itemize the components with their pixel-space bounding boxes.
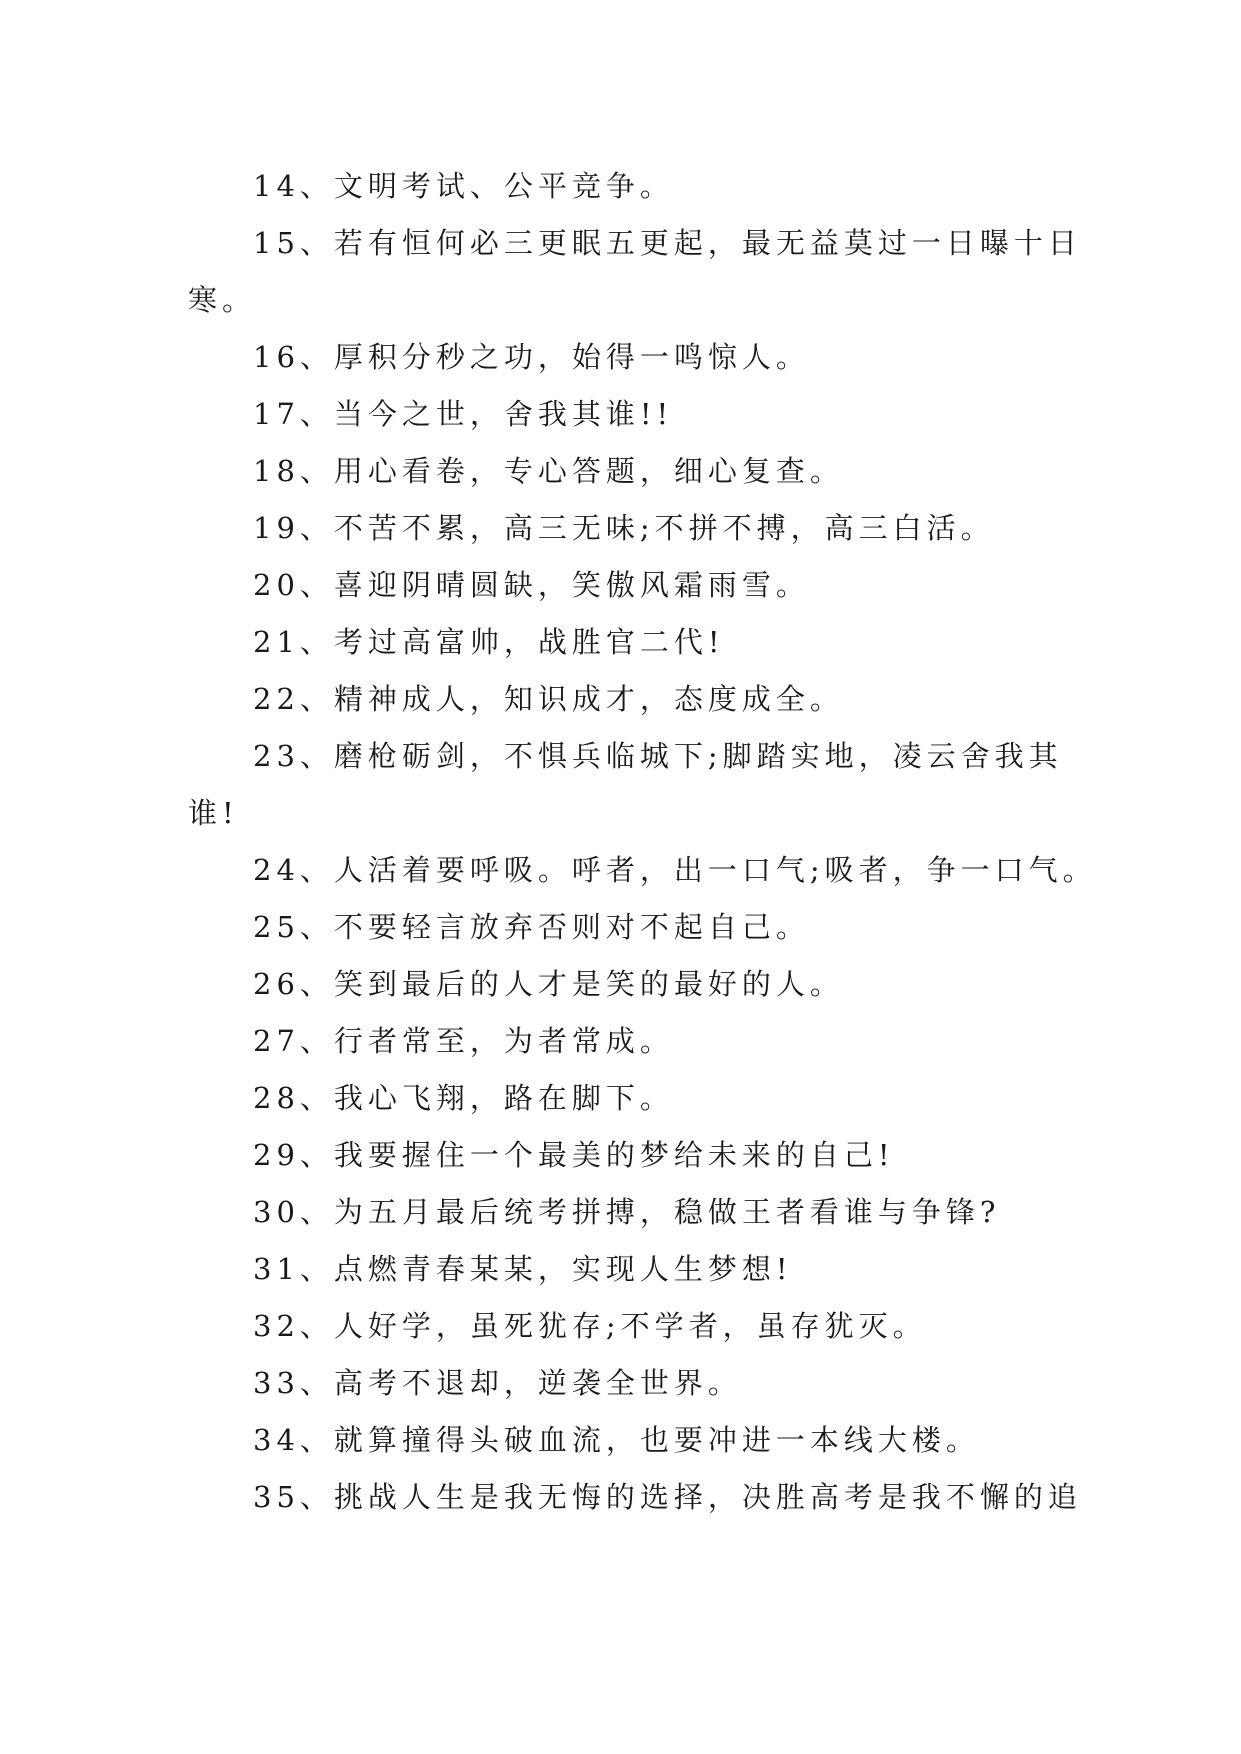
text-line: 33、高考不退却，逆袭全世界。: [253, 1366, 742, 1400]
body-text: [188, 158, 1097, 1526]
text-line: 32、人好学，虽死犹存;不学者，虽存犹灭。: [253, 1309, 927, 1343]
text-line: 21、考过高富帅，战胜官二代!: [253, 625, 725, 659]
text-line: 27、行者常至，为者常成。: [253, 1024, 674, 1058]
text-line: 17、当今之世，舍我其谁!!: [253, 397, 674, 431]
text-line: 34、就算撞得头破血流，也要冲进一本线大楼。: [253, 1423, 980, 1457]
text-line: 26、笑到最后的人才是笑的最好的人。: [253, 967, 844, 1001]
text-line: 23、磨枪砺剑，不惧兵临城下;脚踏实地，凌云舍我其: [253, 739, 1063, 773]
text-line: 20、喜迎阴晴圆缺，笑傲风霜雨雪。: [253, 568, 810, 602]
text-line: 31、点燃青春某某，实现人生梦想!: [253, 1252, 793, 1286]
text-line: 寒。: [188, 283, 257, 317]
text-line: 28、我心飞翔，路在脚下。: [253, 1081, 674, 1115]
text-line: 35、挑战人生是我无悔的选择，决胜高考是我不懈的追: [253, 1480, 1082, 1514]
text-line: 15、若有恒何必三更眠五更起，最无益莫过一日曝十日: [253, 226, 1082, 260]
text-line: 22、精神成人，知识成才，态度成全。: [253, 682, 844, 716]
text-line: 24、人活着要呼吸。呼者，出一口气;吸者，争一口气。: [253, 853, 1097, 887]
text-line: 14、文明考试、公平竞争。: [253, 169, 674, 203]
text-line: 29、我要握住一个最美的梦给未来的自己!: [253, 1138, 895, 1172]
text-line: 30、为五月最后统考拼搏，稳做王者看谁与争锋?: [253, 1195, 1001, 1229]
text-line: 谁!: [188, 796, 239, 830]
text-line: 19、不苦不累，高三无味;不拼不搏，高三白活。: [253, 511, 995, 545]
text-line: 18、用心看卷，专心答题，细心复查。: [253, 454, 844, 488]
text-line: 25、不要轻言放弃否则对不起自己。: [253, 910, 810, 944]
text-line: 16、厚积分秒之功，始得一鸣惊人。: [253, 340, 810, 374]
